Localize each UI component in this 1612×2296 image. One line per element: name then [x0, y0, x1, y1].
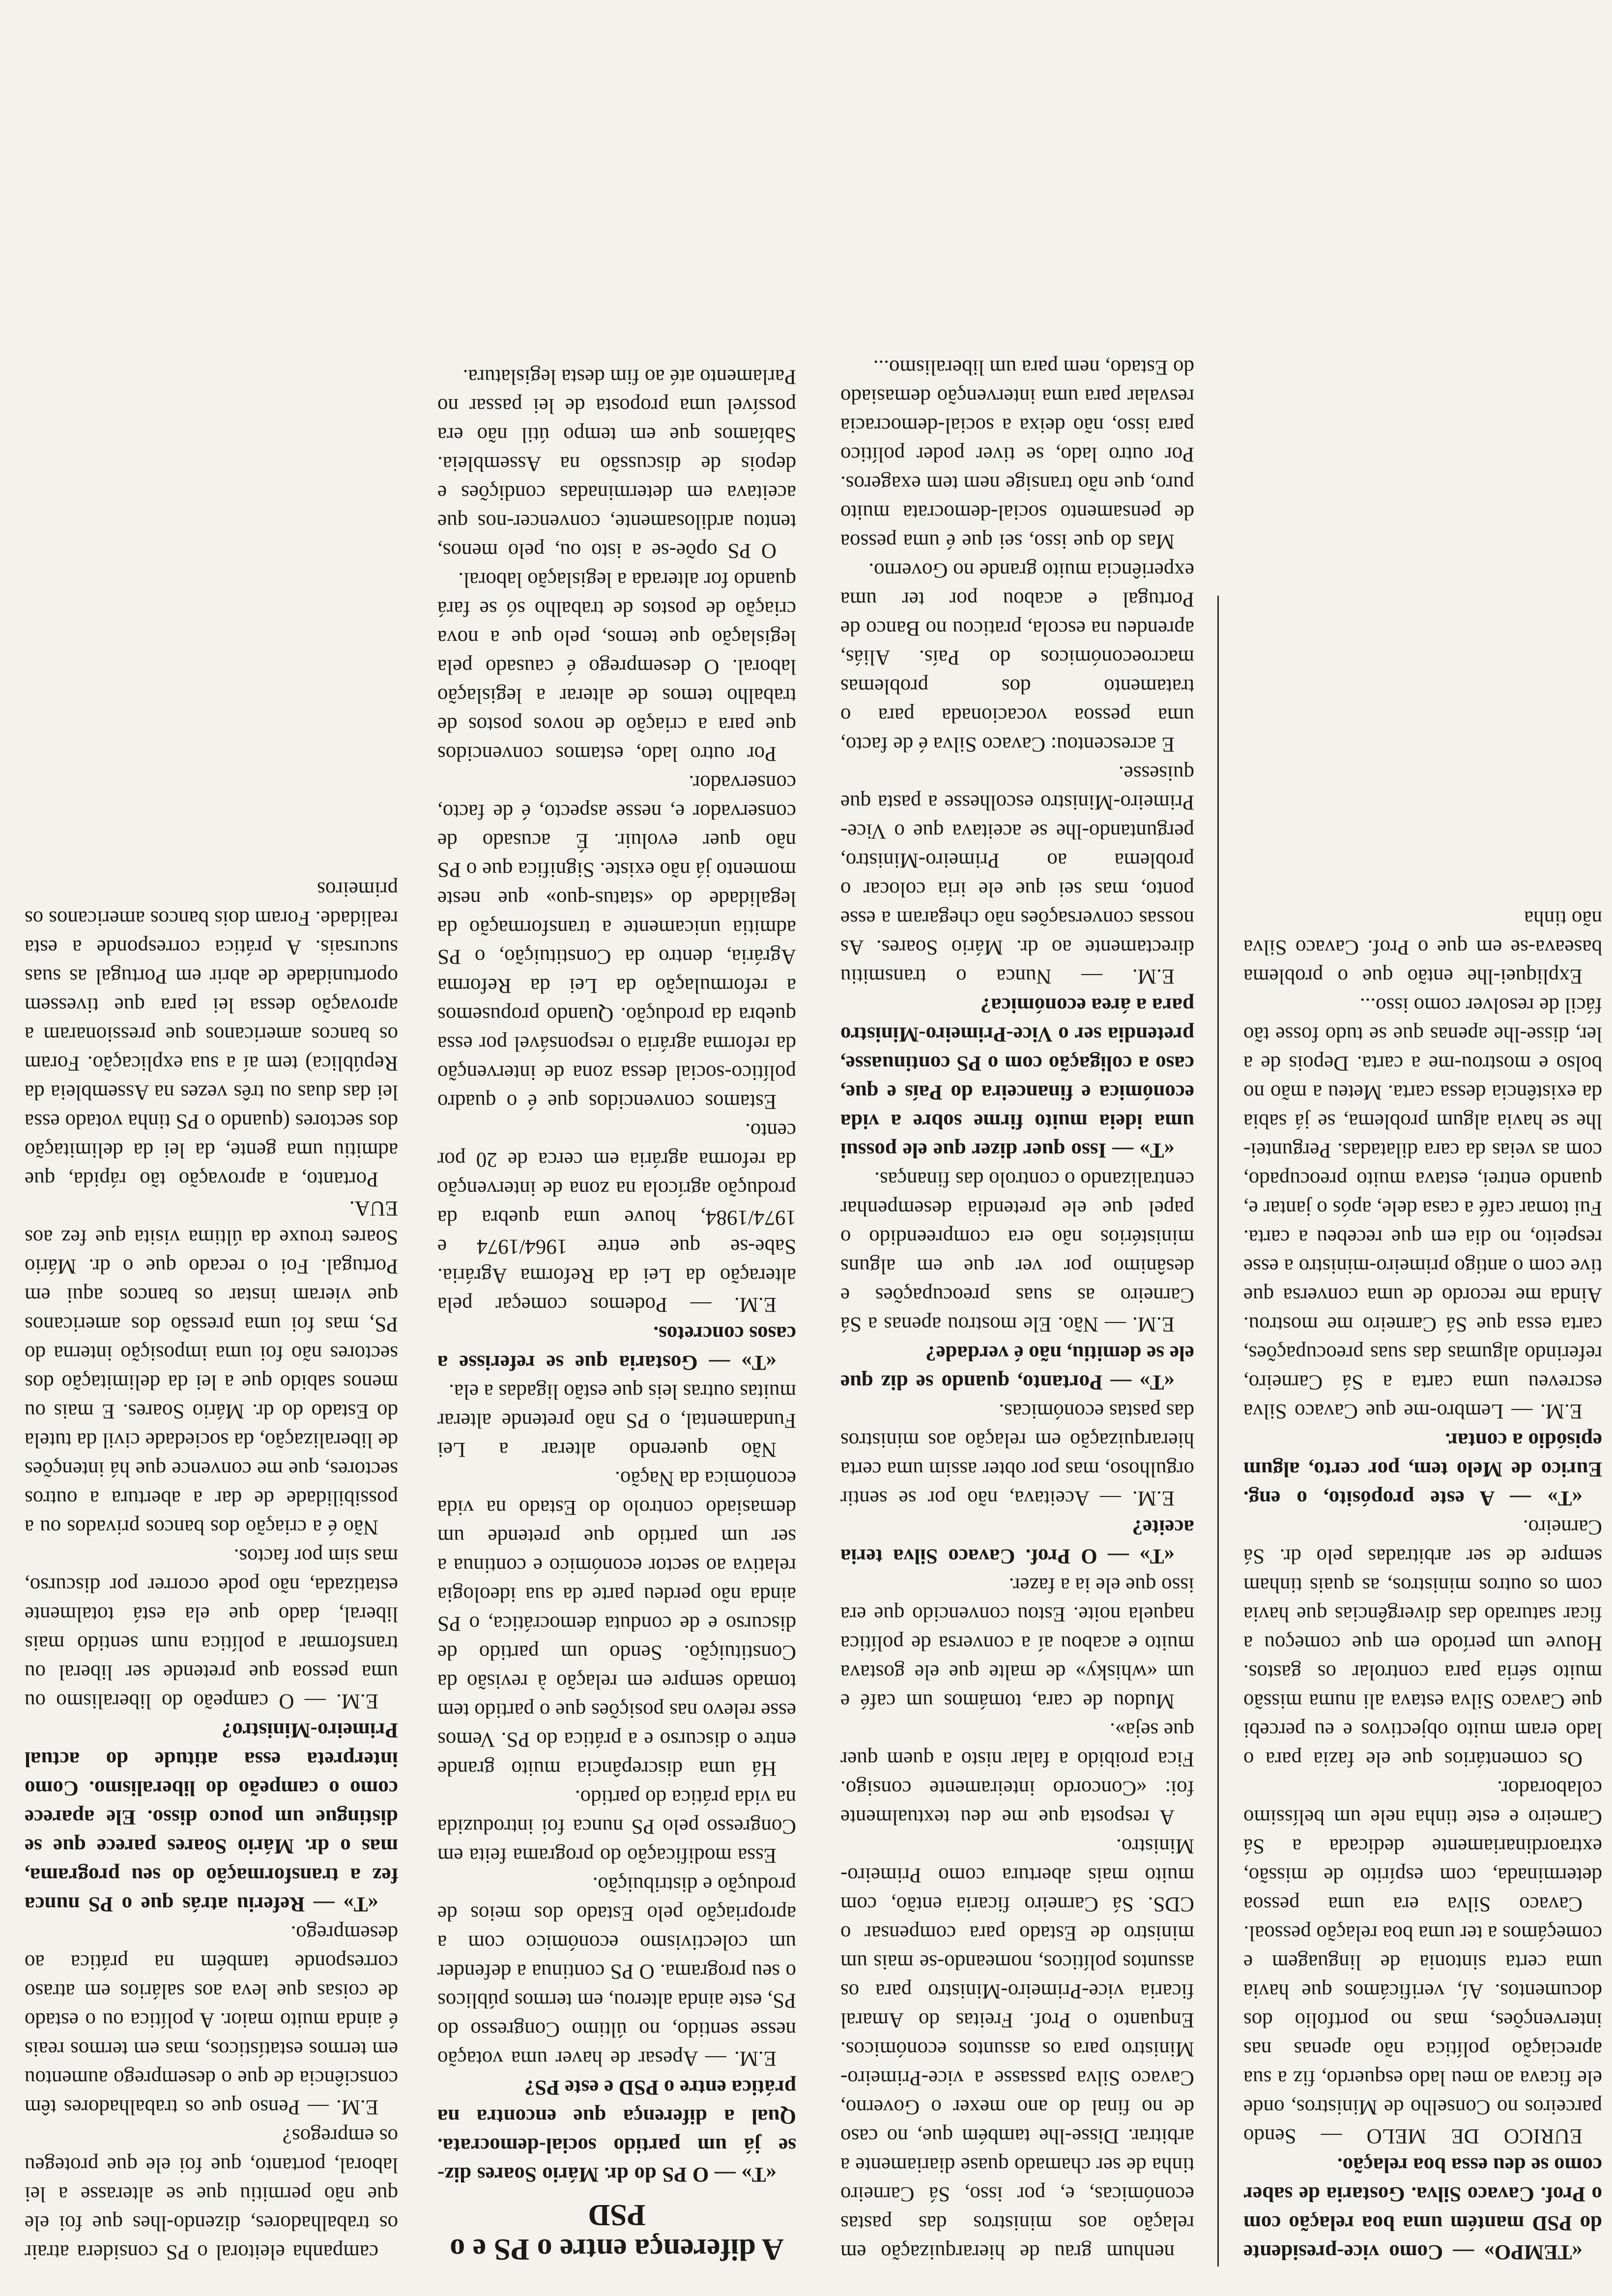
- article-paragraph: «T» — A este propósito, o eng. Eurico de Melo tem, por certo, algum episódio a contar.: [1243, 1429, 1602, 1510]
- column-3: [437, 35, 796, 2267]
- article-paragraph: Não é a criação dos bancos privados ou a possibilidade de dar a abertura a outros sectores, que me convence que há intenções de liberalização, da sociedade civil da tutela do Estado do dr. Mário Soares. E mais ou menos sabido que a lei da delimitação dos sectores não foi uma imposição interna do PS, mas foi uma pressão dos americanos que vieram instar os bancos aqui em Portugal. Foi o recado que o dr. Mário Soares trouxe da última visita que fez aos EUA.: [25, 1197, 398, 1539]
- article-paragraph: E.M. — Aceitava, não por se sentir orgulhoso, mas por obter assim uma certa hierarquização em relação aos ministros das pastas económicas.: [840, 1400, 1194, 1510]
- article-paragraph: E.M. — O campeão do liberalismo ou uma pessoa que pretende ser liberal ou transformar a política num sentido mais liberal, dado que ela está totalmente estatizada, não pode ocorrer por discurso, mas sim por factos.: [25, 1545, 398, 1713]
- article-paragraph: «T» — Gostaria que se referisse a casos concretos.: [437, 1322, 796, 1374]
- article-paragraph: A resposta que me deu textualmente foi: «Concordo inteiramente consigo. Fica proibido a falar nisto a quem quer que seja».: [840, 1719, 1194, 1829]
- article-paragraph: «T» — O Prof. Cavaco Silva teria aceite?: [840, 1516, 1194, 1568]
- article-paragraph: «TEMPO» — Como vice-presidente do PSD mantém uma boa relação com o Prof. Cavaco Silva. Gostaria de saber como se deu essa boa relação.: [1243, 2153, 1602, 2264]
- article-paragraph: Não querendo alterar a Lei Fundamental, o PS não pretende alterar muitas outras leis que estão ligadas a ela.: [437, 1380, 796, 1461]
- article-paragraph: Essa modificação do programa feita em Congresso pelo PS nunca foi introduzida na vida prática do partido.: [437, 1786, 796, 1867]
- article-paragraph: «T» — O PS do dr. Mário Soares diz-se já um partido social-democrata. Qual a diferença que encontra na prática entre o PSD e este PS?: [437, 2076, 796, 2186]
- article-paragraph: E acrescentou: Cavaco Silva é de facto, uma pessoa vocacionada para o tratamento dos problemas macroeconómicos do País. Aliás, aprendeu na escola, praticou no Banco de Portugal e acabou por ter uma experiência muito grande no Governo.: [840, 559, 1194, 756]
- article-paragraph: E.M. — Lembro-me que Cavaco Silva escreveu uma carta a Sá Carneiro, referindo algumas das suas preocupações, carta essa que Sá Carneiro me mostrou. Ainda me recordo de uma conversa que tive com o antigo primeiro-ministro a esse respeito, no dia em que recebeu a carta. Fui tomar café a casa dele, após o jantar e, quando entrei, estava muito preocupado, com as veias da cara dilatadas. Perguntei-lhe se havia algum problema, se já sabia da existência dessa carta. Meteu a mão no bolso e mostrou-me a carta. Depois de a ler, disse-lhe apenas que se tudo fosse tão fácil de resolver como isso...: [1243, 994, 1602, 1423]
- article-paragraph: nenhum grau de hierarquização em relação aos ministros das pastas económicas, e, por isso, Sá Carneiro tinha de ser chamado quase diariamente a arbitrar. Disse-lhe também que, no caso de no final do ano mexer o Governo, Cavaco Silva passasse a vice-Primeiro-Ministro para os assuntos económicos. Enquanto o Prof. Freitas do Amaral ficaria vice-Primeiro-Ministro para os assuntos políticos, nomeando-se mais um ministro de Estado para compensar o CDS. Sá Carneiro ficaria então, com muito mais abertura como Primeiro-Ministro.: [840, 1835, 1194, 2264]
- article-paragraph: Os comentários que ele fazia para o lado eram muito objectivos e eu percebi que Cavaco Silva estava ali numa missão muito séria para controlar os gastos. Houve um período em que começou a ficar saturado das divergências que havia com os outros ministros, as quais tinham sempre de ser arbitradas pelo dr. Sá Carneiro.: [1243, 1516, 1602, 1771]
- article-paragraph: Cavaco Silva era uma pessoa determinada, com espírito de missão, extraordinariamente dedicada a Sá Carneiro e este tinha nele um belíssimo colaborador.: [1243, 1777, 1602, 1916]
- article-paragraph: Portanto, a aprovação tão rápida, que admitiu uma gente, da lei da delimitação dos sectores (quando o PS tinha votado essa lei das duas ou três vezes na Assembleia da República) tem aí a sua explicação. Foram os bancos americanos que pressionaram a aprovação dessa lei para que tivessem oportunidade de abrir em Portugal as suas sucursais. A prática corresponde a esta realidade. Foram dois bancos americanos os primeiros: [25, 878, 398, 1191]
- article-paragraph: Estamos convencidos que é o quadro político-social dessa zona de intervenção da reforma agrária o responsável por essa quebra da produção. Quando propusemos a reformulação da Lei da Reforma Agrária, dentro da Constituição, o PS admitia unicamente a transformação da legalidade do «status-quo» que neste momento já não existe. Significa que o PS não quer evoluir. É acusado de conservador e, nesse aspecto, é de facto, conservador.: [437, 771, 796, 1113]
- article-paragraph: campanha eleitoral o PS considera atrair os trabalhadores, dizendo-lhes que foi ele que não permitiu que se alterasse a lei laboral, portanto, que foi ele que protegeu os empregos?: [25, 2124, 398, 2264]
- article-paragraph: Mas do que isso, sei que é uma pessoa de pensamento social-democrata muito puro, que não transige nem tem exageros. Por outro lado, se tiver poder político para isso, não deixa a social-democracia resvalar para uma intervenção demasiado do Estado, nem para um liberalismo...: [840, 356, 1194, 553]
- column-divider: [1217, 596, 1219, 2267]
- article-paragraph: Expliquei-lhe então que o problema baseava-se em que o Prof. Cavaco Silva não tinha: [1243, 907, 1602, 988]
- article-paragraph: E.M. — Não. Ele mostrou apenas a Sá Carneiro as suas preocupações e desânimo por ver que em alguns ministérios não era compreendido o papel que ele pretendia desempenhar centralizando o controlo das finanças.: [840, 1168, 1194, 1336]
- article-paragraph: «T» — Isso quer dizer que ele possui uma ideia muito firme sobre a vida económica e financeira do País e que, caso a coligação com o PS continuasse, pretendia ser o Vice-Primeiro-Ministro para a área económica?: [840, 994, 1194, 1162]
- article-paragraph: E.M. — Apesar de haver uma votação nesse sentido, no último Congresso do PS, este ainda alterou, em termos públicos o seu programa. O PS continua a defender um colectivismo económico com a apropriação pelo Estado dos meios de produção e distribuição.: [437, 1873, 796, 2070]
- column-1: [1243, 35, 1602, 2267]
- article-paragraph: E.M. — Nunca o transmitiu directamente ao dr. Mário Soares. As nossas conversações não chegaram a esse ponto, mas sei que ele iria colocar o problema ao Primeiro-Ministro, perguntando-lhe se aceitava que o Vice-Primeiro-Ministro escolhesse a pasta que quisesse.: [840, 762, 1194, 988]
- column-2: [840, 35, 1194, 2267]
- article-paragraph: O PS opõe-se a isto ou, pelo menos, tentou ardilosamente, convencer-nos que aceitava em determinadas condições e depois de discussão na Assembleia. Sabíamos que em tempo útil não era possível uma proposta de lei passar no Parlamento até ao fim desta legislatura.: [437, 365, 796, 562]
- article-paragraph: E.M. — Podemos começar pela alteração da Lei da Reforma Agrária. Sabe-se que entre 1964/1974 e 1974/1984, houve uma quebra da produção agrícola na zona de intervenção da reforma agrária em cerca de 20 por cento.: [437, 1119, 796, 1316]
- article-paragraph: «T» — Referiu atrás que o PS nunca fez a transformação do seu programa, mas o dr. Mário Soares parece que se distingue um pouco disso. Ele aparece como o campeão do liberalismo. Como interpreta essa atitude do actual Primeiro-Ministro?: [25, 1719, 398, 1916]
- article-paragraph: «T» — Portanto, quando se diz que ele se demitiu, não é verdade?: [840, 1342, 1194, 1394]
- article-paragraph: E.M. — Penso que os trabalhadores têm consciência de que o desemprego aumentou em termos estatísticos, mas em termos reais é ainda muito maior. A política ou o estado de coisas que leva aos salários em atraso corresponde também na prática ao desemprego.: [25, 1922, 398, 2119]
- article-paragraph: Por outro lado, estamos convencidos que para a criação de novos postos de trabalho temos de alterar a legislação laboral. O desemprego é causado pela legislação que temos, pelo que a nova criação de postos de trabalho só se fará quando for alterada a legislação laboral.: [437, 568, 796, 765]
- article-paragraph: Mudou de cara, tomámos um café e um «whisky» de malte que ele gostava muito e acabou aí a conversa de política naquela noite. Estou convencido que era isso que ele ia a fazer.: [840, 1574, 1194, 1713]
- article-paragraph: Há uma discrepância muito grande entre o discurso e a prática do PS. Vemos esse relevo nas posições que o partido tem tomado sempre em relação à revisão da Constituição. Sendo um partido de discurso e de conduta democrática, o PS ainda não perdeu parte da sua ideologia relativa ao sector económico e continua a ser um partido que pretende um demasiado controlo do Estado na vida económica da Nação.: [437, 1467, 796, 1780]
- article-paragraph: EURICO DE MELO — Sendo parceiros no Conselho de Ministros, onde ele ficava ao meu lado esquerdo, fiz a sua apreciação política não apenas nas intervenções, mas no portfolio dos documentos. Aí, verificámos que havia uma certa sintonia de linguagem e começámos a ter uma boa relação pessoal.: [1243, 1922, 1602, 2148]
- section-headline: A diferença entre o PS e o PSD: [450, 2198, 784, 2266]
- column-4: [25, 35, 398, 2267]
